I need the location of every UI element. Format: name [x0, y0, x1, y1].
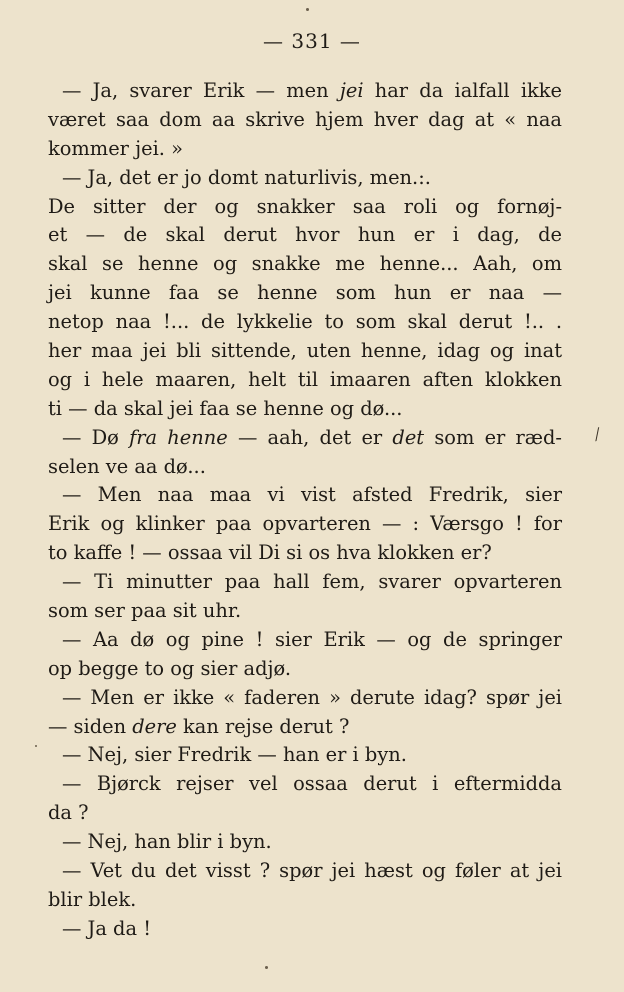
text-run: kommer jei. »: [48, 136, 183, 160]
text-run: selen ve aa dø...: [48, 454, 206, 478]
text-line: [48, 193, 562, 222]
text-run: De sitter der og snakker saa roli og fornøj-: [48, 194, 562, 218]
text-run: har da ialfall ikke: [363, 79, 562, 102]
text-run: ti — da skal jei faa se henne og dø...: [48, 396, 403, 420]
text-line: [48, 250, 562, 279]
text-line: [48, 655, 562, 684]
text-run: to kaffe ! — ossaa vil Di si os hva klokken er?: [48, 541, 492, 565]
text-line: [48, 510, 562, 539]
paper-speck: [306, 8, 309, 11]
text-line: [48, 857, 562, 886]
text-run: da ?: [48, 801, 89, 825]
text-run: som er ræd-: [424, 425, 562, 449]
text-run: — Men er ikke « faderen » derute idag? spør jei: [62, 685, 562, 709]
text-run: — Bjørck rejser vel ossaa derut i eftermidda: [62, 772, 562, 796]
text-line: [48, 308, 562, 337]
text-run: — Dø: [62, 425, 130, 449]
text-line: [48, 135, 562, 164]
emphasized-text: fra henne: [129, 425, 228, 449]
text-line: [48, 106, 562, 135]
text-run: — Aa dø og pine ! sier Erik — og de springer: [62, 627, 562, 651]
text-line: [48, 279, 562, 308]
text-run: — Men naa maa vi vist afsted Fredrik, sier: [62, 483, 562, 507]
page-number: — 331 —: [263, 29, 361, 53]
text-run: et — de skal derut hvor hun er i dag, de: [48, 223, 562, 247]
text-line: [48, 770, 562, 799]
text-line: [48, 424, 562, 453]
paper-speck: [35, 745, 37, 747]
text-run: — Ja da !: [62, 916, 151, 940]
text-run: blir blek.: [48, 887, 137, 911]
text-run: — Ja, det er jo domt naturlivis, men.:.: [62, 165, 431, 189]
text-line: [48, 481, 562, 510]
margin-pencil-mark: ⁄: [592, 425, 602, 444]
text-run: — Nej, han blir i byn.: [62, 830, 272, 854]
text-line: [48, 626, 562, 655]
body-text: [48, 77, 562, 944]
text-line: [48, 684, 562, 713]
text-line: [48, 337, 562, 366]
text-run: op begge to og sier adjø.: [48, 656, 292, 680]
text-run: — Ti minutter paa hall fem, svarer opvarteren: [62, 570, 562, 594]
text-line: [48, 77, 562, 106]
emphasized-text: dere: [132, 714, 177, 738]
text-run: jei kunne faa se henne som hun er naa —: [48, 281, 562, 305]
text-run: været saa dom aa skrive hjem hver dag at « naa: [48, 107, 562, 131]
text-line: [48, 568, 562, 597]
text-line: [48, 164, 562, 193]
text-line: [48, 741, 562, 770]
emphasized-text: jei: [339, 79, 364, 102]
text-line: [48, 539, 562, 568]
text-line: [48, 799, 562, 828]
text-line: [48, 395, 562, 424]
paper-speck: [265, 966, 268, 969]
text-run: her maa jei bli sittende, uten henne, idag og inat: [48, 339, 562, 363]
text-run: — aah, det er: [227, 425, 393, 449]
text-run: netop naa !... de lykkelie to som skal derut !.. .: [48, 310, 562, 334]
text-line: [48, 597, 562, 626]
text-line: [48, 886, 562, 915]
text-run: Erik og klinker paa opvarteren — : Værsgo ! for: [48, 512, 562, 536]
text-line: [48, 828, 562, 857]
text-line: [48, 221, 562, 250]
text-line: [48, 366, 562, 395]
text-run: som ser paa sit uhr.: [48, 599, 242, 623]
text-line: [48, 713, 562, 742]
text-run: — Ja, svarer Erik — men: [62, 79, 340, 102]
text-line: [48, 915, 562, 944]
text-run: — Vet du det visst ? spør jei hæst og føler at jei: [62, 859, 562, 883]
text-run: og i hele maaren, helt til imaaren aften klokken: [48, 367, 562, 391]
emphasized-text: det: [392, 425, 425, 449]
text-run: skal se henne og snakke me henne... Aah, om: [48, 252, 562, 276]
text-run: kan rejse derut ?: [176, 714, 350, 738]
text-run: — siden: [48, 714, 133, 738]
text-run: — Nej, sier Fredrik — han er i byn.: [62, 743, 407, 767]
text-line: [48, 453, 562, 482]
